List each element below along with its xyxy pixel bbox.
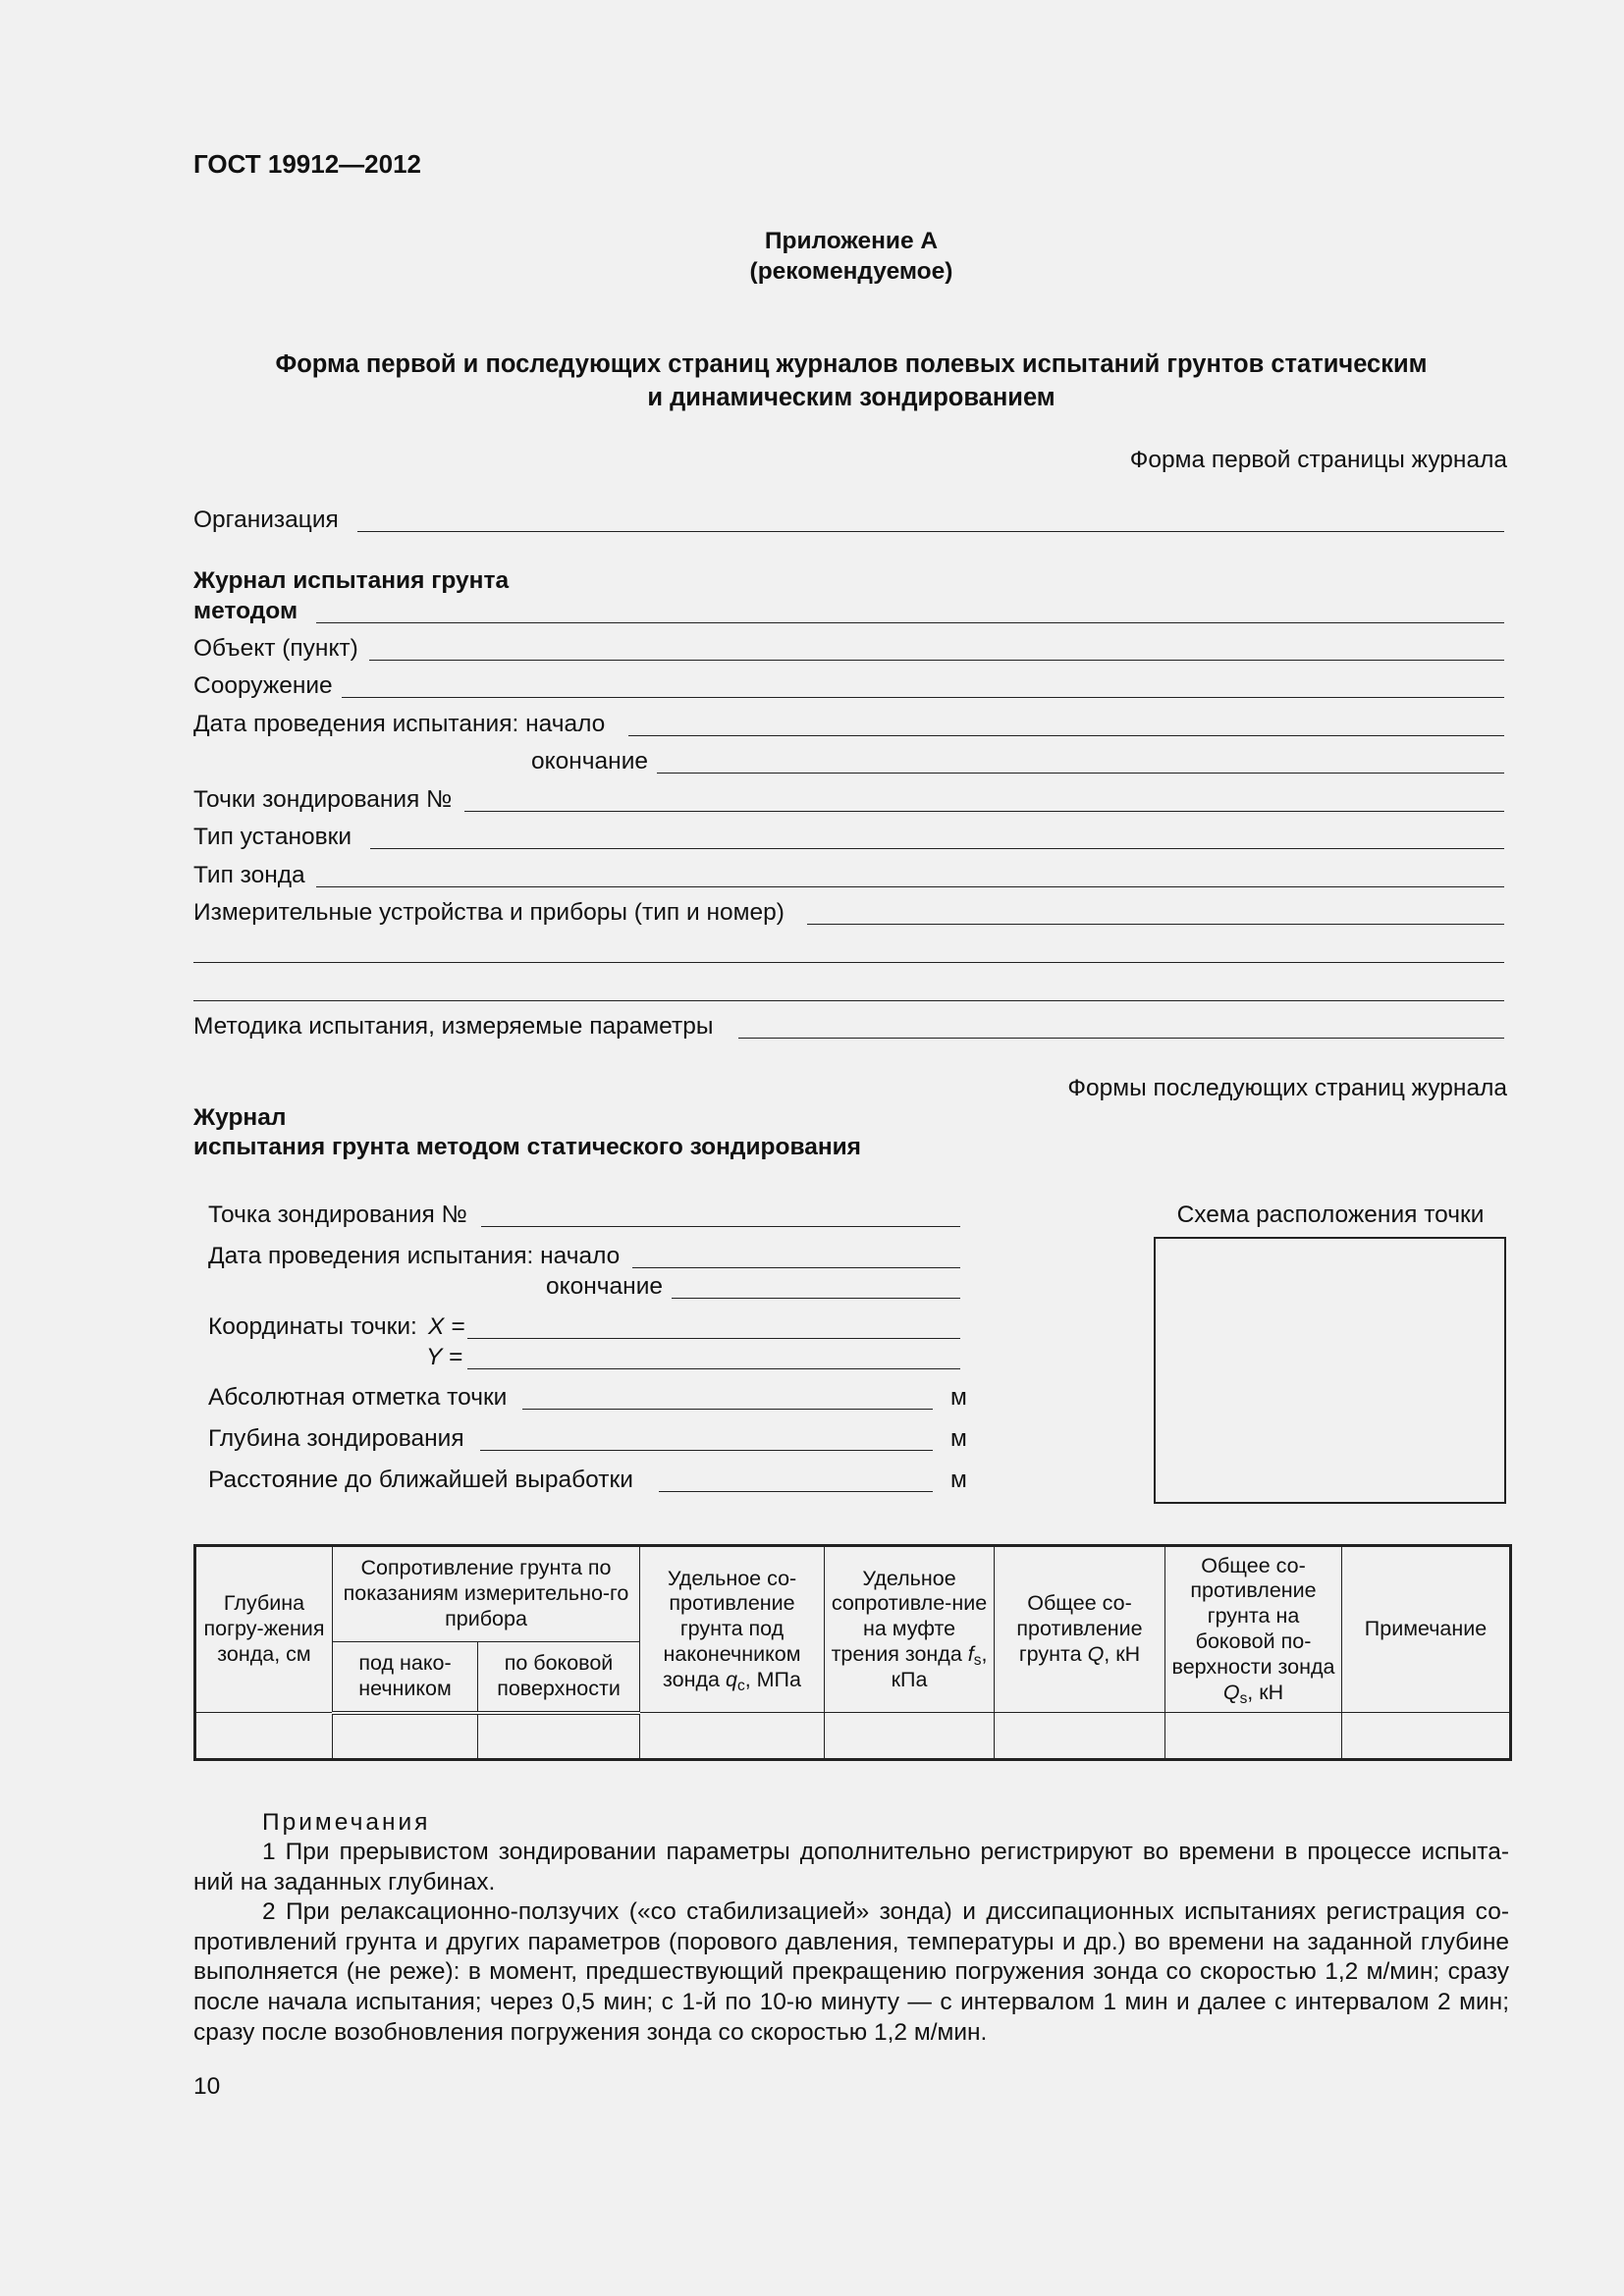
document-code: ГОСТ 19912—2012	[193, 149, 421, 179]
abs-mark-field[interactable]	[522, 1409, 933, 1410]
col-resistance-group: Сопротивление грунта по показаниям измерительно-го прибора	[333, 1546, 640, 1642]
test-date-start-field[interactable]	[628, 735, 1504, 736]
abs-mark-unit: м	[950, 1384, 967, 1411]
methodology-label: Методика испытания, измеряемые параметры	[193, 1013, 714, 1040]
journal-method-label: методом	[193, 598, 298, 624]
table-cell[interactable]	[478, 1713, 640, 1760]
coords-label: Координаты точки:	[208, 1313, 417, 1340]
journal2-title-line2: испытания грунта методом статического зондирования	[193, 1134, 861, 1160]
structure-label: Сооружение	[193, 672, 333, 699]
form-title-line2: и динамическим зондированием	[647, 384, 1056, 411]
point-scheme-box[interactable]	[1154, 1237, 1506, 1504]
col-specific-sleeve: Удельное сопротивле-ние на муфте трения зонда $f_s$, кПа	[825, 1546, 995, 1713]
coord-y-label: Y =	[426, 1344, 463, 1370]
test-date2-start-label: Дата проведения испытания: начало	[208, 1243, 621, 1269]
journal-title-line1: Журнал испытания грунта	[193, 567, 510, 594]
instruments-label: Измерительные устройства и приборы (тип и номер)	[193, 899, 785, 926]
distance-field[interactable]	[659, 1491, 933, 1492]
page-number: 10	[193, 2073, 221, 2100]
table-cell[interactable]	[825, 1713, 995, 1760]
structure-field[interactable]	[342, 697, 1504, 698]
next-pages-caption: Формы последующих страниц журнала	[1067, 1075, 1507, 1101]
table-cell[interactable]	[195, 1713, 333, 1760]
table-cell[interactable]	[333, 1713, 478, 1760]
point-no-label: Точка зондирования №	[208, 1201, 467, 1228]
appendix-subtitle: (рекомендуемое)	[749, 258, 953, 285]
table-cell[interactable]	[995, 1713, 1165, 1760]
col-total: Общее со-противление грунта Q, кН	[995, 1546, 1165, 1713]
table-cell[interactable]	[640, 1713, 825, 1760]
table-cell[interactable]	[1165, 1713, 1342, 1760]
table-cell[interactable]	[1342, 1713, 1511, 1760]
test-date-end-field[interactable]	[657, 773, 1504, 774]
depth-unit: м	[950, 1425, 967, 1452]
methodology-field[interactable]	[738, 1038, 1504, 1039]
coord-x-field[interactable]	[467, 1338, 960, 1339]
abs-mark-label: Абсолютная отметка точки	[208, 1384, 508, 1411]
first-page-caption: Форма первой страницы журнала	[1129, 447, 1507, 473]
note-1: 1 При прерывистом зондировании параметры дополнительно регистрируют во времени в процессе испыта-ний на заданных глубинах.	[193, 1839, 1509, 1896]
subcol-tip: под нако-нечником	[333, 1642, 478, 1713]
col-specific-tip: Удельное со-противление грунта под наконечником зонда $q_c$, МПа	[640, 1546, 825, 1713]
organization-label: Организация	[193, 507, 339, 533]
journal-method-field[interactable]	[316, 622, 1504, 623]
form-title-line1: Форма первой и последующих страниц журналов полевых испытаний грунтов статическим	[275, 350, 1428, 378]
coord-x-label: X =	[428, 1313, 465, 1340]
instruments-field-line3[interactable]	[193, 1000, 1504, 1001]
sounding-points-field[interactable]	[464, 811, 1504, 812]
test-date2-end-label: окончание	[546, 1273, 664, 1300]
depth-field[interactable]	[480, 1450, 933, 1451]
journal2-title-line1: Журнал	[193, 1104, 287, 1131]
notes-heading: Примечания	[262, 1809, 431, 1836]
probe-type-field[interactable]	[316, 886, 1504, 887]
col-note: Примечание	[1342, 1546, 1511, 1713]
sounding-points-label: Точки зондирования №	[193, 786, 453, 813]
object-label: Объект (пункт)	[193, 635, 358, 662]
test-date-end-label: окончание	[531, 748, 649, 774]
test-date2-end-field[interactable]	[672, 1298, 960, 1299]
distance-label: Расстояние до ближайшей выработки	[208, 1467, 633, 1493]
sounding-data-table	[193, 1544, 1512, 1761]
subcol-side: по боковой поверхности	[478, 1642, 640, 1713]
coord-y-field[interactable]	[467, 1368, 960, 1369]
col-total-side: Общее со-противление грунта на боковой по-верхности зонда $Q_s$, кН	[1165, 1546, 1342, 1713]
col-depth: Глубина погру-жения зонда, см	[195, 1546, 333, 1713]
test-date-start-label: Дата проведения испытания: начало	[193, 711, 606, 737]
organization-field[interactable]	[357, 531, 1504, 532]
object-field[interactable]	[369, 660, 1504, 661]
table-row	[195, 1713, 1511, 1760]
note-2: 2 При релаксационно-ползучих («со стабилизацией» зонда) и диссипационных испытаниях регистрация со-противлений грунта и других параметров (порового давления, температуры и др.) во времени на заданной глубине выполняется (не реже): в момент, предшествующий прекращению погружения зонда со скоростью 1,2 м/мин; сразу после начала испытания; через 0,5 мин; с 1-й по 10-ю минуту — с интервалом 1 мин и далее с интервалом 2 мин; сразу после возобновления погружения зонда со скоростью 1,2 м/мин.	[193, 1898, 1509, 2046]
test-date2-start-field[interactable]	[632, 1267, 960, 1268]
rig-type-label: Тип установки	[193, 824, 352, 850]
instruments-field[interactable]	[807, 924, 1504, 925]
probe-type-label: Тип зонда	[193, 862, 305, 888]
depth-label: Глубина зондирования	[208, 1425, 464, 1452]
distance-unit: м	[950, 1467, 967, 1493]
rig-type-field[interactable]	[370, 848, 1504, 849]
scheme-caption: Схема расположения точки	[1176, 1201, 1485, 1228]
point-no-field[interactable]	[481, 1226, 960, 1227]
instruments-field-line2[interactable]	[193, 962, 1504, 963]
appendix-title: Приложение А	[764, 228, 939, 254]
